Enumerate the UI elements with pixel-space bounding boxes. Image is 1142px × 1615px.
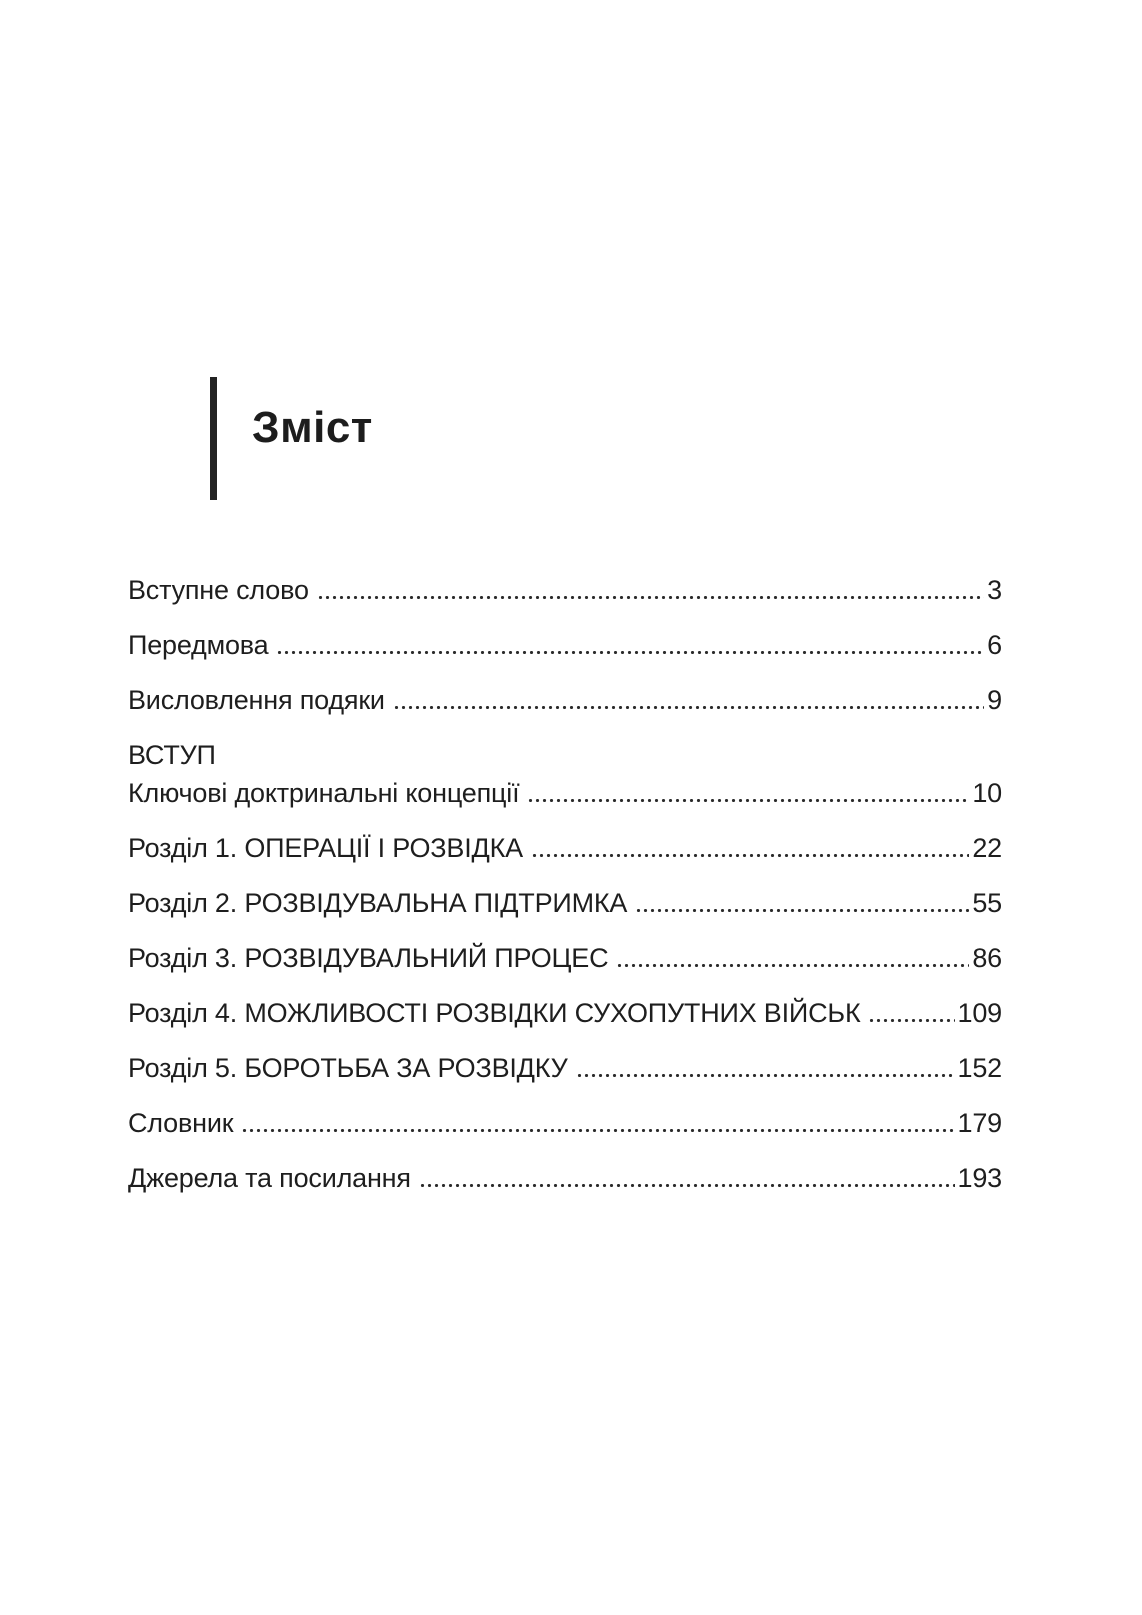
toc-row bbox=[128, 573, 1002, 607]
toc-page-number: 6 bbox=[987, 630, 1002, 660]
toc-dotted-leader bbox=[868, 1019, 954, 1022]
toc-row bbox=[128, 628, 1002, 662]
toc-dotted-leader bbox=[576, 1074, 955, 1077]
toc-page-number: 193 bbox=[957, 1163, 1002, 1193]
toc-row bbox=[128, 831, 1002, 865]
toc-dotted-leader bbox=[527, 799, 969, 802]
toc-page-number: 22 bbox=[972, 833, 1002, 863]
toc-row bbox=[128, 1161, 1002, 1195]
toc-row bbox=[128, 941, 1002, 975]
toc-entry-label: Розділ 3. РОЗВІДУВАЛЬНИЙ ПРОЦЕС bbox=[128, 943, 609, 973]
toc-entry-label: Розділ 1. ОПЕРАЦІЇ І РОЗВІДКА bbox=[128, 833, 523, 863]
toc-dotted-leader bbox=[531, 854, 969, 857]
toc-page-number: 86 bbox=[972, 943, 1002, 973]
toc-dotted-leader bbox=[317, 596, 984, 599]
toc-row bbox=[128, 1051, 1002, 1085]
toc-dotted-leader bbox=[616, 964, 969, 967]
toc-page-number: 9 bbox=[987, 685, 1002, 715]
toc-entry-label: Передмова bbox=[128, 630, 269, 660]
toc-page-number: 10 bbox=[972, 778, 1002, 808]
toc-page-number: 179 bbox=[957, 1108, 1002, 1138]
toc-row bbox=[128, 996, 1002, 1030]
toc-entry-label: Розділ 4. МОЖЛИВОСТІ РОЗВІДКИ СУХОПУТНИХ ВІЙСЬК bbox=[128, 998, 861, 1028]
toc-entry-label: ВСТУП bbox=[128, 740, 216, 770]
page-title: Зміст bbox=[252, 403, 373, 452]
toc-dotted-leader bbox=[635, 909, 969, 912]
toc-entry-label: Висловлення подяки bbox=[128, 685, 385, 715]
toc-dotted-leader bbox=[393, 706, 984, 709]
toc-entry-label: Словник bbox=[128, 1108, 234, 1138]
toc-entry-label: Розділ 5. БОРОТЬБА ЗА РОЗВІДКУ bbox=[128, 1053, 568, 1083]
toc-page-number: 3 bbox=[987, 575, 1002, 605]
toc-dotted-leader bbox=[241, 1129, 954, 1132]
toc-dotted-leader bbox=[276, 651, 984, 654]
title-accent-bar bbox=[210, 377, 217, 500]
toc-row bbox=[128, 776, 1002, 810]
toc-row bbox=[128, 886, 1002, 920]
toc-row bbox=[128, 1106, 1002, 1140]
toc-row bbox=[128, 683, 1002, 717]
toc-entry-label: Джерела та посилання bbox=[128, 1163, 411, 1193]
toc-entry-label: Розділ 2. РОЗВІДУВАЛЬНА ПІДТРИМКА bbox=[128, 888, 628, 918]
toc-entry-label: Ключові доктринальні концепції bbox=[128, 778, 520, 808]
toc-page-number: 152 bbox=[957, 1053, 1002, 1083]
toc-dotted-leader bbox=[419, 1184, 955, 1187]
toc-page-number: 55 bbox=[972, 888, 1002, 918]
toc-list bbox=[128, 573, 1002, 1216]
toc-entry-label: Вступне слово bbox=[128, 575, 309, 605]
toc-row bbox=[128, 738, 1002, 772]
toc-page-number: 109 bbox=[957, 998, 1002, 1028]
